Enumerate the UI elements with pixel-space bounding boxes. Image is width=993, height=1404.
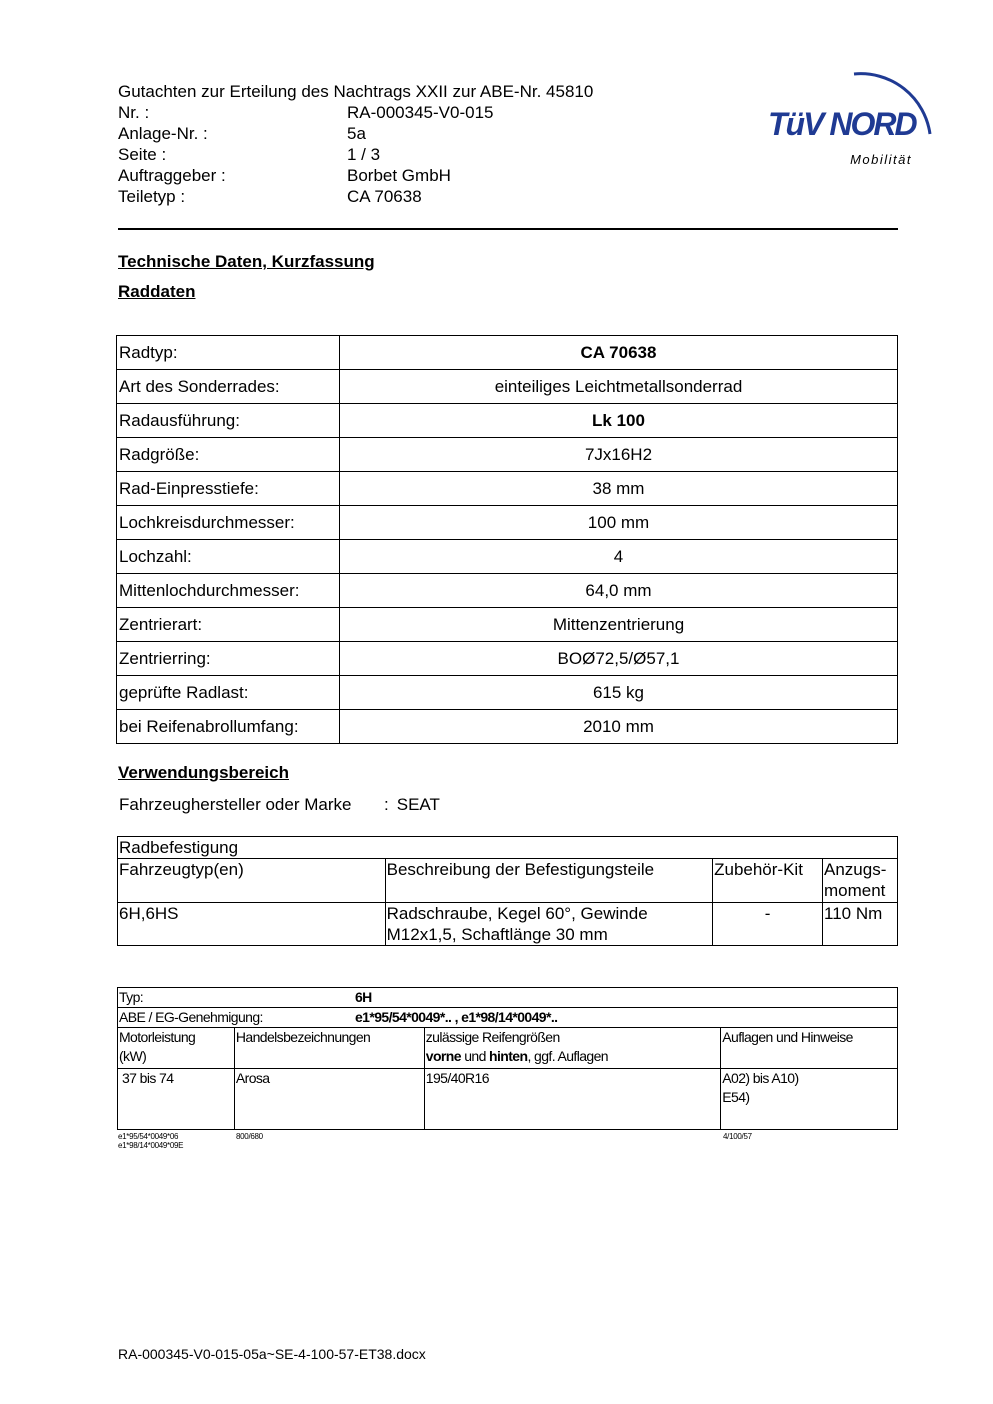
logo-sub-text: Mobilität (850, 152, 912, 167)
wheel-label: Mittenlochdurchmesser: (117, 574, 340, 608)
wheel-value: CA 70638 (340, 336, 898, 370)
manufacturer-label: Fahrzeughersteller oder Marke (119, 795, 352, 814)
header-reifen-und: und (460, 1048, 490, 1064)
header-row-anlage (118, 123, 593, 144)
header-value: Borbet GmbH (347, 166, 451, 185)
mounting-desc-line: Radschraube, Kegel 60°, Gewinde (386, 904, 648, 923)
mounting-header-moment (823, 859, 898, 903)
header-label: Nr. : (118, 103, 150, 122)
wheel-row (117, 404, 898, 438)
wheel-value: Mittenzentrierung (340, 608, 898, 642)
document-header (118, 81, 593, 207)
header-row-seite (118, 144, 593, 165)
wheel-label: Zentrierart: (117, 608, 340, 642)
row-auflagen (721, 1069, 898, 1130)
document-filename: RA-000345-V0-015-05a~SE-4-100-57-ET38.docx (118, 1346, 426, 1362)
mounting-header-type: Fahrzeugtyp(en) (118, 859, 386, 903)
mounting-header-moment-line: Anzugs- (824, 860, 887, 879)
wheel-value: 38 mm (340, 472, 898, 506)
wheel-value: 64,0 mm (340, 574, 898, 608)
header-label: Teiletyp : (118, 187, 186, 206)
wheel-row (117, 608, 898, 642)
header-reifen (424, 1028, 720, 1069)
manufacturer-line (119, 795, 440, 815)
wheel-row (117, 506, 898, 540)
wheel-row (117, 710, 898, 744)
header-reifen-line1: zulässige Reifengrößen (425, 1029, 560, 1045)
mounting-row-kit: - (713, 903, 823, 946)
wheel-data-table (116, 335, 898, 744)
header-reifen-line2 (426, 1047, 719, 1066)
document-title: Gutachten zur Erteilung des Nachtrags XXII zur ABE-Nr. 45810 (118, 82, 594, 101)
abe-label: ABE / EG-Genehmigung: (119, 1009, 263, 1025)
row-auflagen-line: A02) bis A10) (722, 1070, 799, 1086)
mounting-header-kit: Zubehör-Kit (713, 859, 823, 903)
footnote-approvals (118, 1132, 183, 1150)
mounting-title: Radbefestigung (118, 837, 898, 859)
header-label: Auftraggeber : (118, 166, 226, 185)
mounting-row-moment: 110 Nm (823, 903, 898, 946)
footnote-right: 4/100/57 (723, 1132, 752, 1141)
wheel-label: Radtyp: (117, 336, 340, 370)
row-reifen: 195/40R16 (424, 1069, 720, 1130)
wheel-row (117, 336, 898, 370)
header-auflagen: Auflagen und Hinweise (721, 1028, 898, 1069)
header-motor-line: (kW) (119, 1048, 147, 1064)
manufacturer-sep: : (384, 795, 389, 814)
wheel-label: Art des Sonderrades: (117, 370, 340, 404)
wheel-row (117, 438, 898, 472)
wheel-row (117, 370, 898, 404)
type-row (118, 988, 898, 1008)
tuv-nord-logo (762, 56, 942, 171)
wheel-value: Lk 100 (340, 404, 898, 438)
type-label: Typ: (119, 989, 144, 1005)
mounting-row-type: 6H,6HS (118, 903, 386, 946)
header-divider (118, 228, 898, 230)
header-motor (118, 1028, 235, 1069)
header-value: CA 70638 (347, 187, 422, 206)
wheel-label: Radgröße: (117, 438, 340, 472)
wheel-label: Lochzahl: (117, 540, 340, 574)
wheel-row (117, 676, 898, 710)
wheel-label: Lochkreisdurchmesser: (117, 506, 340, 540)
wheel-row (117, 540, 898, 574)
wheel-label: Rad-Einpresstiefe: (117, 472, 340, 506)
manufacturer-value: SEAT (396, 795, 440, 814)
wheel-value: 100 mm (340, 506, 898, 540)
header-row-teiletyp (118, 186, 593, 207)
header-row-auftraggeber (118, 165, 593, 186)
logo-brand-text: TüV NORD (768, 106, 916, 142)
wheel-value: 615 kg (340, 676, 898, 710)
wheel-row (117, 574, 898, 608)
mounting-header-desc: Beschreibung der Befestigungsteile (385, 859, 712, 903)
wheel-row (117, 642, 898, 676)
wheel-value: 2010 mm (340, 710, 898, 744)
wheel-value: 7Jx16H2 (340, 438, 898, 472)
abe-value: e1*95/54*0049*.. , e1*98/14*0049*.. (355, 1009, 558, 1025)
header-reifen-rest: , ggf. Auflagen (527, 1048, 608, 1064)
mounting-desc-line: M12x1,5, Schaftlänge 30 mm (386, 925, 608, 944)
wheel-mounting-table (117, 836, 898, 946)
header-reifen-vorne: vorne (425, 1048, 461, 1064)
row-handel: Arosa (234, 1069, 424, 1130)
mounting-header-moment-line: moment (824, 881, 886, 900)
header-reifen-hinten: hinten (489, 1048, 528, 1064)
header-value: 1 / 3 (347, 145, 381, 164)
mounting-row-desc (385, 903, 712, 946)
abe-row (118, 1008, 898, 1028)
header-value: RA-000345-V0-015 (347, 103, 494, 122)
vehicle-type-table (117, 987, 898, 1130)
wheel-label: bei Reifenabrollumfang: (117, 710, 340, 744)
wheel-label: Radausführung: (117, 404, 340, 438)
row-auflagen-line: E54) (722, 1089, 750, 1105)
header-label: Seite : (118, 145, 167, 164)
section-title-raddaten: Raddaten (118, 282, 196, 301)
section-title-tech: Technische Daten, Kurzfassung (118, 252, 375, 271)
wheel-value: 4 (340, 540, 898, 574)
section-title-verwendung: Verwendungsbereich (118, 763, 289, 782)
wheel-value: BOØ72,5/Ø57,1 (340, 642, 898, 676)
footnote-line: e1*95/54*0049*06 (118, 1132, 179, 1141)
header-motor-line: Motorleistung (119, 1029, 196, 1045)
wheel-row (117, 472, 898, 506)
row-motor: 37 bis 74 (118, 1069, 235, 1130)
header-value: 5a (347, 124, 366, 143)
wheel-label: geprüfte Radlast: (117, 676, 340, 710)
type-value: 6H (355, 989, 372, 1005)
header-label: Anlage-Nr. : (118, 124, 208, 143)
footnote-mid: 800/680 (236, 1132, 263, 1141)
header-handel: Handelsbezeichnungen (234, 1028, 424, 1069)
footnote-line: e1*98/14*0049*09E (118, 1141, 184, 1150)
header-row-nr (118, 102, 593, 123)
wheel-label: Zentrierring: (117, 642, 340, 676)
wheel-value: einteiliges Leichtmetallsonderrad (340, 370, 898, 404)
